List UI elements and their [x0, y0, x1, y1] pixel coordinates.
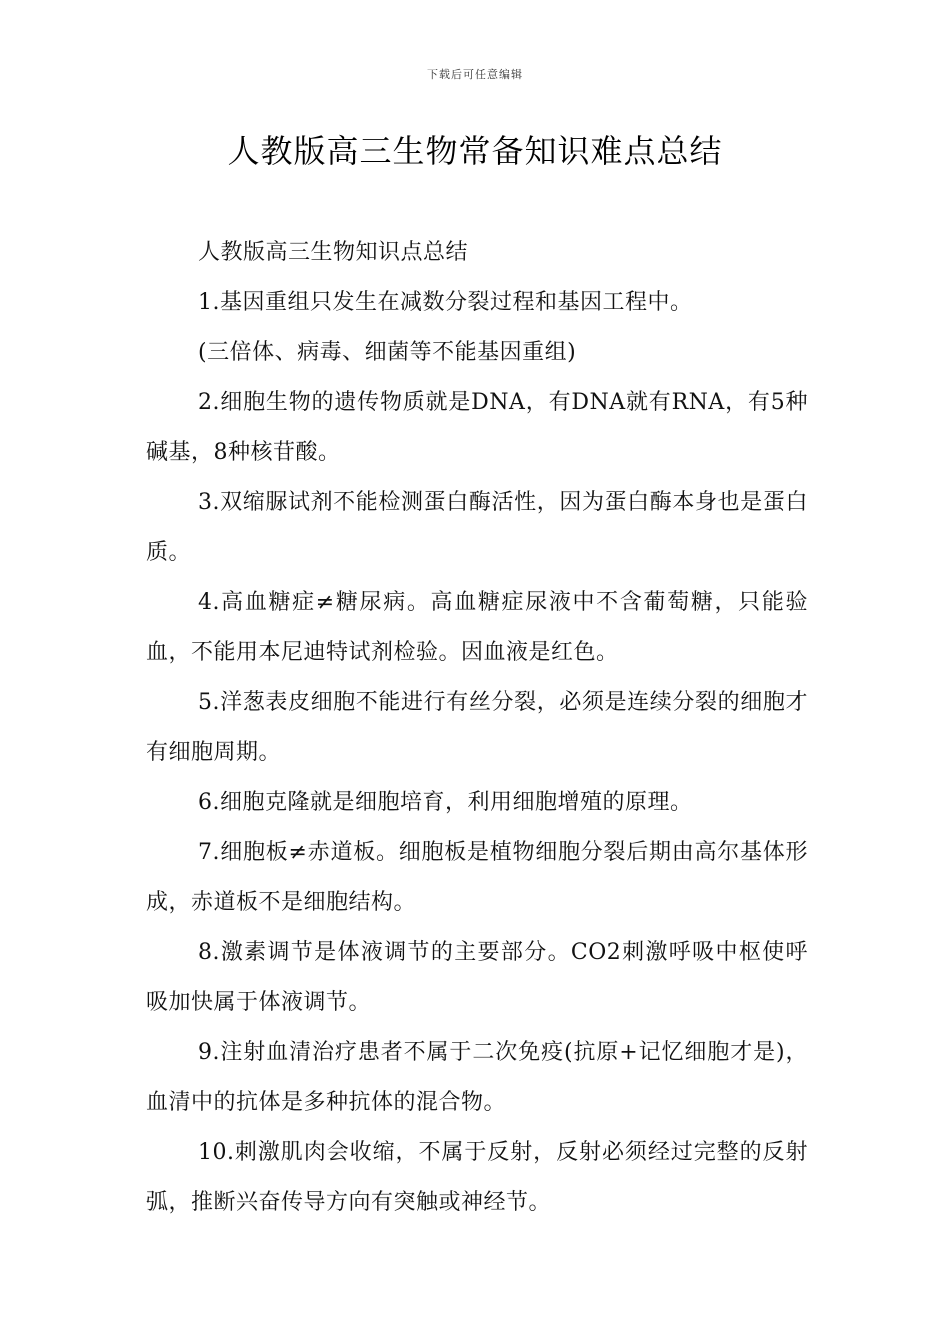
paragraph-item-4: 4.高血糖症≠糖尿病。高血糖症尿液中不含葡萄糖，只能验血，不能用本尼迪特试剂检验。因血液是红色。: [146, 590, 808, 665]
paragraph-item-9: 9.注射血清治疗患者不属于二次免疫(抗原+记忆细胞才是)，血清中的抗体是多种抗体的混合物。: [146, 1040, 808, 1115]
paragraph-item-2: 2.细胞生物的遗传物质就是DNA，有DNA就有RNA，有5种碱基，8种核苷酸。: [146, 390, 808, 465]
document-body: [146, 228, 808, 1228]
paragraph-item-1: 1.基因重组只发生在减数分裂过程和基因工程中。: [198, 290, 693, 315]
header-note: 下载后可任意编辑: [427, 68, 523, 81]
paragraph-item-5: 5.洋葱表皮细胞不能进行有丝分裂，必须是连续分裂的细胞才有细胞周期。: [146, 690, 808, 765]
paragraph-subtitle: 人教版高三生物知识点总结: [198, 240, 469, 265]
paragraph-item-7: 7.细胞板≠赤道板。细胞板是植物细胞分裂后期由高尔基体形成，赤道板不是细胞结构。: [146, 840, 808, 915]
paragraph-item-6: 6.细胞克隆就是细胞培育，利用细胞增殖的原理。: [198, 790, 693, 815]
document-title: 人教版高三生物常备知识难点总结: [227, 132, 723, 170]
paragraph-item-3: 3.双缩脲试剂不能检测蛋白酶活性，因为蛋白酶本身也是蛋白质。: [146, 490, 808, 565]
paragraph-item-1-note: (三倍体、病毒、细菌等不能基因重组): [198, 340, 577, 365]
paragraph-item-8: 8.激素调节是体液调节的主要部分。CO2刺激呼吸中枢使呼吸加快属于体液调节。: [146, 940, 808, 1015]
paragraph-item-10: 10.刺激肌肉会收缩，不属于反射，反射必须经过完整的反射弧，推断兴奋传导方向有突触或神经节。: [146, 1140, 808, 1215]
